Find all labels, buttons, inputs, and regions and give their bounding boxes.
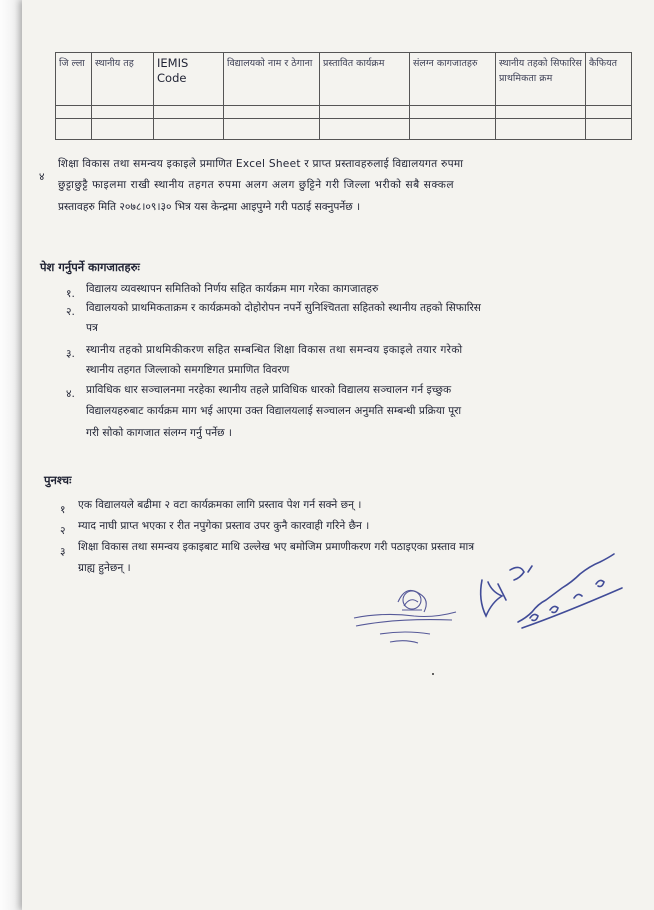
para4-line2: छुट्टाछुट्टै फाइलमा राखी स्थानीय तहगत रुपमा अलग अलग छुट्टिने गरी जिल्ला भरीको सबै सक्कल bbox=[58, 179, 455, 191]
doc-item-4-line2: विद्यालयहरुबाट कार्यक्रम माग भई आएमा उक्त विद्यालयलाई सञ्चालन अनुमति सम्बन्धी प्रक्रिया पूरा bbox=[86, 405, 462, 417]
header-iemis-code: IEMIS Code bbox=[154, 53, 224, 106]
note-item-1-line1: एक विद्यालयले बढीमा २ वटा कार्यक्रमका लागि प्रस्ताव पेश गर्न सक्ने छन् । bbox=[78, 499, 362, 511]
note-item-number: ३ bbox=[60, 546, 66, 558]
doc-item-4-line1: प्राविधिक धार सञ्चालनमा नरहेका स्थानीय तहले प्राविधिक धारको विद्यालय सञ्चालन गर्न इच्छुक bbox=[86, 384, 452, 396]
note-item-3-line2: ग्राह्य हुनेछन् । bbox=[78, 562, 131, 574]
para4-line1: शिक्षा विकास तथा समन्वय इकाइले प्रमाणित Excel Sheet र प्राप्त प्रस्तावहरुलाई विद्यालयगत रुपमा bbox=[58, 158, 464, 170]
para4-number: ४ bbox=[39, 171, 45, 183]
ink-dot bbox=[432, 673, 434, 675]
header-remarks: कैफियत bbox=[586, 53, 632, 106]
table-row bbox=[56, 106, 632, 119]
header-recommendation-priority: स्थानीय तहको सिफारिस प्राथमिकता क्रम bbox=[496, 53, 586, 106]
table-row bbox=[56, 119, 632, 140]
proposal-table bbox=[55, 52, 632, 140]
header-proposed-program: प्रस्तावित कार्यक्रम bbox=[320, 53, 410, 106]
doc-item-2-line1: विद्यालयको प्राथमिकताक्रम र कार्यक्रमको दोहोरोपन नपर्ने सुनिश्चितता सहितको स्थानीय तहको सिफारिस bbox=[86, 302, 481, 314]
notes-heading: पुनश्चः bbox=[44, 473, 72, 487]
para4-line3: प्रस्तावहरु मिति २०७८।०९।३० भित्र यस केन्द्रमा आइपुग्ने गरी पठाई सक्नुपर्नेछ । bbox=[58, 201, 361, 213]
table-header-row bbox=[56, 53, 632, 106]
header-attached-documents: संलग्न कागजातहरु bbox=[410, 53, 496, 106]
doc-item-number: १. bbox=[66, 288, 75, 300]
doc-item-number: ३. bbox=[66, 348, 75, 360]
scan-margin bbox=[0, 0, 22, 910]
office-seal-stamp bbox=[350, 580, 460, 650]
doc-item-1-line1: विद्यालय व्यवस्थापन समितिको निर्णय सहित कार्यक्रम माग गरेका कागजातहरु bbox=[86, 283, 379, 295]
doc-item-number: २. bbox=[66, 306, 75, 318]
header-school-name: विद्यालयको नाम र ठेगाना bbox=[224, 53, 320, 106]
note-item-2-line1: म्याद नाघी प्राप्त भएका र रीत नपुगेका प्रस्ताव उपर कुनै कारवाही गरिने छैन । bbox=[78, 520, 370, 532]
doc-item-3-line1: स्थानीय तहको प्राथमिकीकरण सहित सम्बन्धित शिक्षा विकास तथा समन्वय इकाइले तयार गरेको bbox=[86, 344, 463, 356]
doc-item-3-line2: स्थानीय तहगत जिल्लाको समगष्टिगत प्रमाणित विवरण bbox=[86, 364, 290, 376]
doc-item-2-line2: पत्र bbox=[86, 322, 98, 334]
note-item-number: २ bbox=[60, 525, 66, 537]
doc-item-number: ४. bbox=[66, 388, 75, 400]
note-item-number: १ bbox=[60, 504, 66, 516]
header-district: जि ल्ला bbox=[56, 53, 92, 106]
handwritten-signature bbox=[470, 540, 630, 640]
note-item-3-line1: शिक्षा विकास तथा समन्वय इकाइबाट माथि उल्लेख भए बमोजिम प्रमाणीकरण गरी पठाइएका प्रस्ताव मात्र bbox=[78, 541, 475, 553]
header-local-level: स्थानीय तह bbox=[92, 53, 154, 106]
documents-heading: पेश गर्नुपर्ने कागजातहरुः bbox=[40, 260, 140, 274]
doc-item-4-line3: गरी सोको कागजात संलग्न गर्नु पर्नेछ । bbox=[86, 427, 232, 439]
